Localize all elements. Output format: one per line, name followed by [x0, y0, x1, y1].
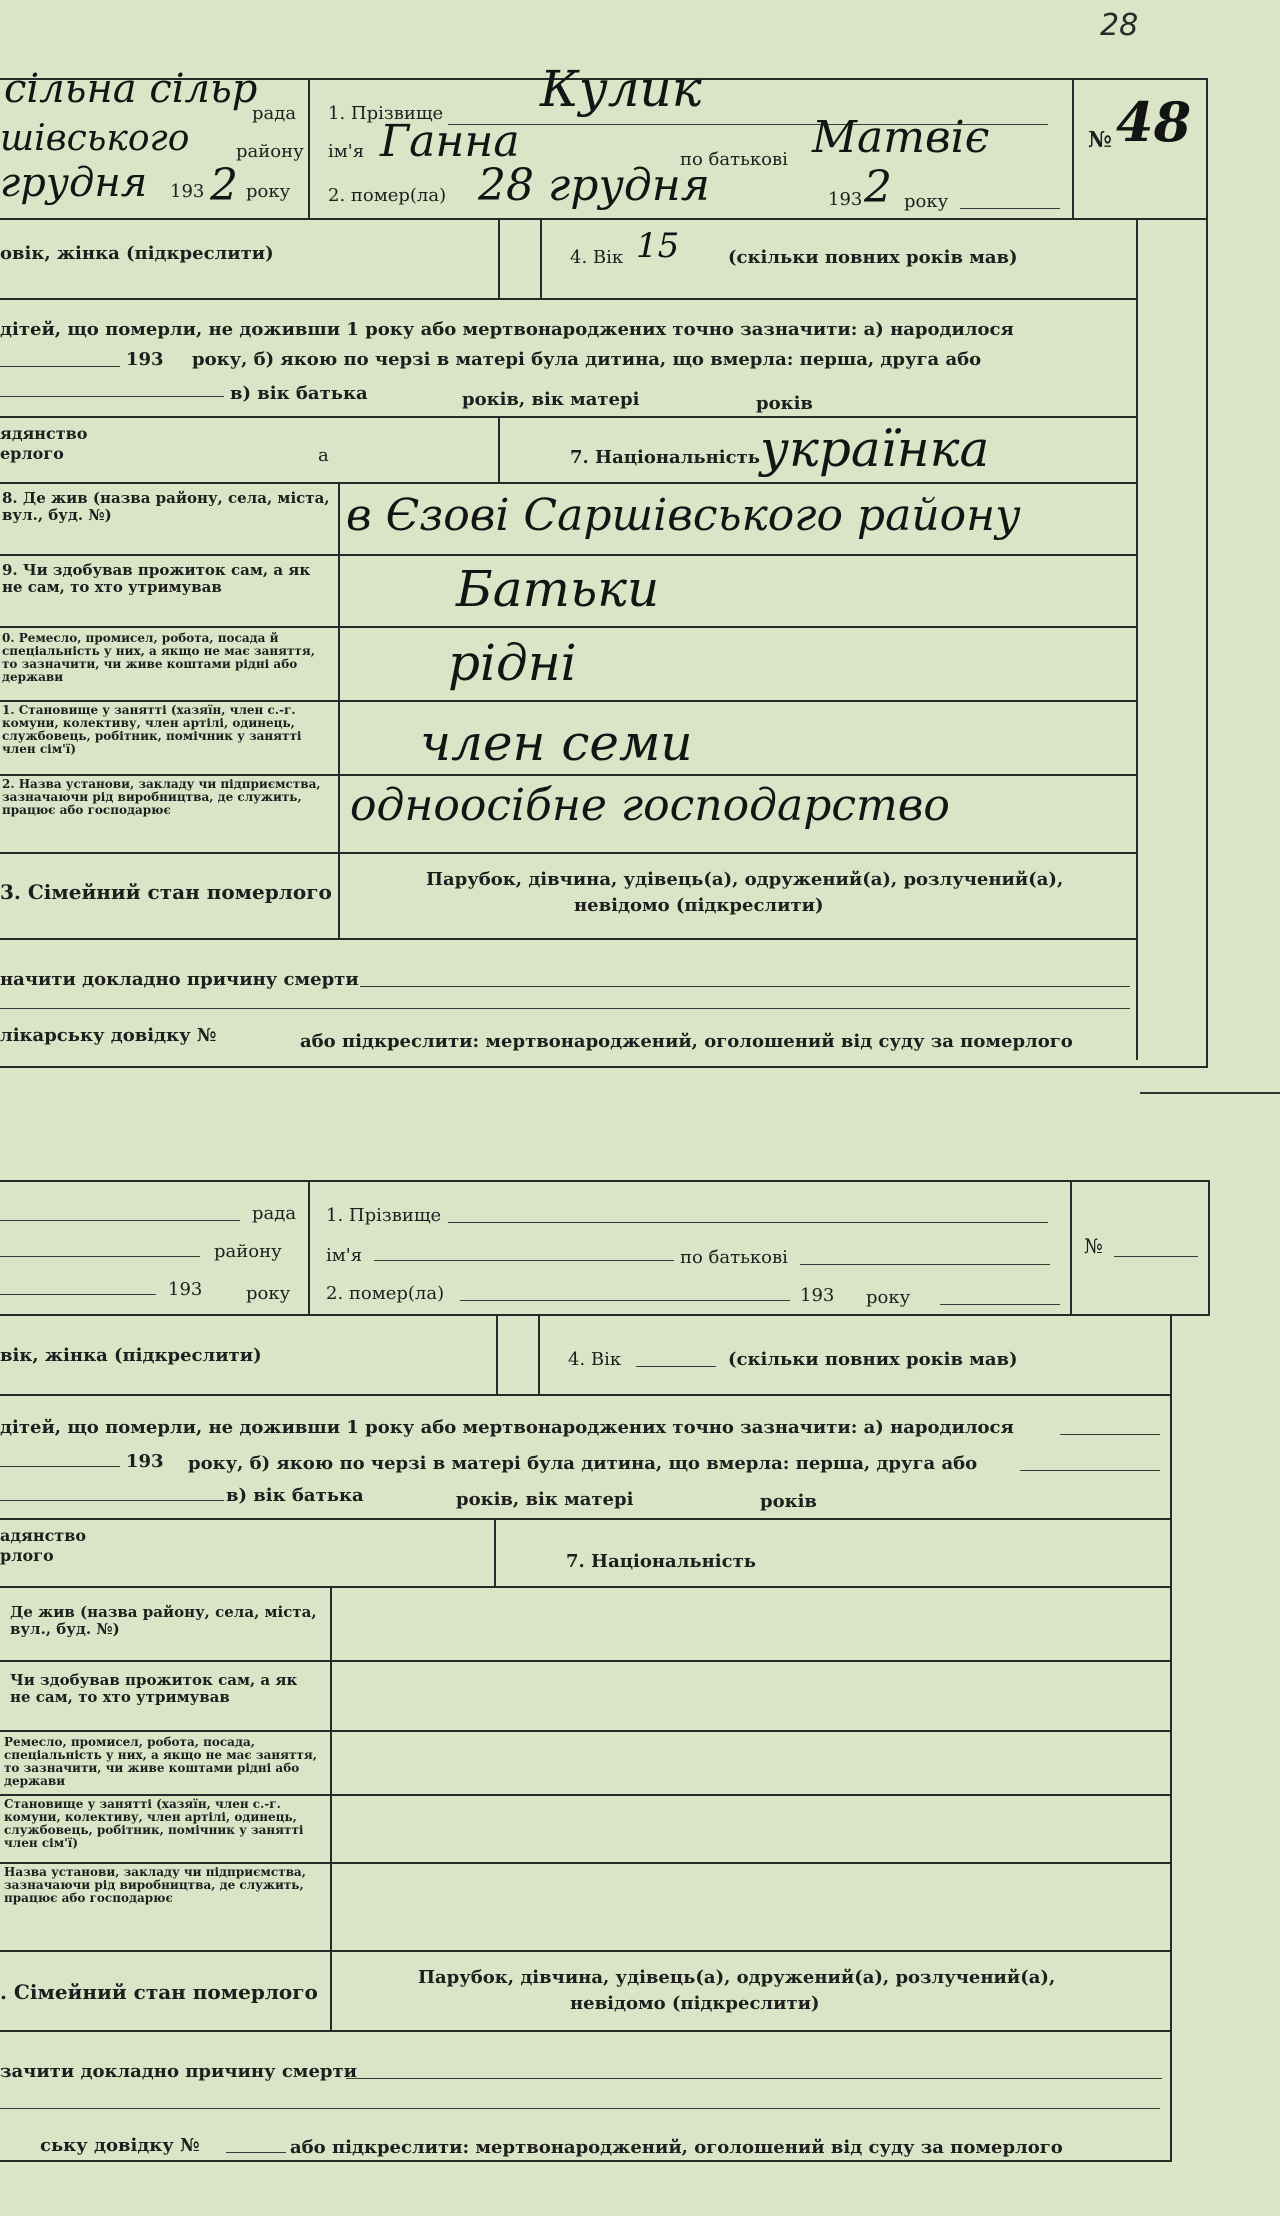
- name-label: ім'я: [328, 141, 365, 162]
- rada-handwritten: сільна сільр: [4, 66, 258, 112]
- form2-children-line-2a: 193: [126, 1451, 164, 1472]
- f8-handwritten: в Єзові Саршівського району: [346, 490, 1021, 541]
- form2-f13-label: . Сімейний стан померлого: [0, 1980, 318, 2004]
- citizenship-mark: а: [318, 445, 329, 466]
- death-record-form-2: [0, 1160, 1280, 2216]
- form2-children-line-3c: років: [760, 1491, 817, 1512]
- form2-raion-label: району: [214, 1241, 282, 1262]
- died-year-handwritten: 2: [864, 162, 892, 213]
- form2-f9-label: Чи здобував прожиток сам, а як не сам, то хто утримував: [10, 1671, 298, 1706]
- cert-rest: або підкреслити: мертвонароджений, оголошений від суду за померлого: [300, 1031, 1073, 1052]
- f11-handwritten: член семи: [420, 714, 693, 772]
- nationality-handwritten: українка: [760, 420, 990, 478]
- form2-year-suffix: року: [246, 1283, 291, 1304]
- form2-f8-label: Де жив (назва району, села, міста, вул., буд. №): [10, 1603, 317, 1638]
- form2-f12-label: Назва установи, закладу чи підприємства, зазначаючи рід виробництва, де служить, працює або господарює: [4, 1865, 306, 1905]
- died-year-prefix: 193: [828, 189, 863, 210]
- form2-name-label: ім'я: [326, 1245, 363, 1266]
- form2-children-line-3b: років, вік матері: [456, 1489, 634, 1510]
- form2-sex-label: вік, жінка (підкреслити): [0, 1345, 262, 1366]
- died-handwritten: 28 грудня: [478, 160, 710, 211]
- nationality-label: 7. Національність: [570, 447, 760, 468]
- form2-f10-label: Ремесло, промисел, робота, посада, спеціальність у них, а якщо не має заняття, то зазначити, чи живе коштами рідні або держави: [4, 1735, 317, 1788]
- form2-f13-options: Парубок, дівчина, удівець(а), одружений(а), розлучений(а),: [418, 1967, 1056, 1988]
- form2-children-line-3a: в) вік батька: [226, 1485, 364, 1506]
- citizenship-label: ядянство ерлого: [0, 424, 88, 463]
- patronymic-label: по батькові: [680, 149, 788, 170]
- form2-f13-options-2: невідомо (підкреслити): [570, 1993, 820, 2014]
- date-handwritten: грудня: [0, 160, 148, 206]
- patronymic-handwritten: Матвіє: [812, 112, 990, 163]
- surname-label: 1. Прізвище: [328, 103, 444, 124]
- cert-label: лікарську довідку №: [0, 1025, 217, 1046]
- form2-patronymic-label: по батькові: [680, 1247, 788, 1268]
- children-line-3b: років, вік матері: [462, 389, 640, 410]
- f9-handwritten: Батьки: [456, 560, 660, 618]
- corner-mark: 28: [1100, 8, 1139, 43]
- children-line-3c: років: [756, 393, 813, 414]
- year-handwritten: 2: [210, 160, 238, 211]
- f8-label: 8. Де жив (назва району, села, міста, вул., буд. №): [2, 489, 330, 524]
- cause-label: начити докладно причину смерти: [0, 969, 359, 990]
- year-suffix: року: [246, 181, 291, 202]
- raion-label: району: [236, 141, 304, 162]
- form2-age-note: (скільки повних років мав): [728, 1349, 1018, 1370]
- record-no-label: №: [1088, 127, 1112, 153]
- f13-label: 3. Сімейний стан померлого: [0, 880, 332, 904]
- age-note: (скільки повних років мав): [728, 247, 1018, 268]
- f10-handwritten: рідні: [448, 634, 577, 692]
- children-line-1: дітей, що померли, не доживши 1 року або мертвонароджених точно зазначити: а) народилося: [0, 319, 1014, 340]
- form2-died-year-prefix: 193: [800, 1285, 835, 1306]
- children-line-2a: 193: [126, 349, 164, 370]
- f13-options-2: невідомо (підкреслити): [574, 895, 824, 916]
- f13-options: Парубок, дівчина, удівець(а), одружений(а), розлучений(а),: [426, 869, 1064, 890]
- children-line-2b: року, б) якою по черзі в матері була дитина, що вмерла: перша, друга або: [192, 349, 982, 370]
- form2-died-year-suffix: року: [866, 1287, 911, 1308]
- rada-label: рада: [252, 103, 297, 124]
- year-prefix: 193: [170, 181, 205, 202]
- form2-record-no-label: №: [1084, 1234, 1103, 1258]
- form2-children-line-2b: року, б) якою по черзі в матері була дитина, що вмерла: перша, друга або: [188, 1453, 978, 1474]
- death-record-form-1: [0, 0, 1280, 1090]
- f12-handwritten: одноосібне господарство: [350, 780, 950, 831]
- f9-label: 9. Чи здобував прожиток сам, а як не сам, то хто утримував: [2, 561, 311, 596]
- children-line-3a: в) вік батька: [230, 383, 368, 404]
- age-handwritten: 15: [636, 226, 680, 266]
- form2-age-label: 4. Вік: [568, 1349, 622, 1370]
- form2-cert-label: ську довідку №: [40, 2135, 200, 2156]
- record-no-handwritten: 48: [1116, 90, 1192, 154]
- form2-year-prefix: 193: [168, 1279, 203, 1300]
- f12-label: 2. Назва установи, закладу чи підприємства, зазначаючи рід виробництва, де служить, працює або господарює: [2, 777, 321, 817]
- died-year-suffix: року: [904, 191, 949, 212]
- form2-children-line-1: дітей, що померли, не доживши 1 року або мертвонароджених точно зазначити: а) народилося: [0, 1417, 1014, 1438]
- form2-citizenship-label: адянство рлого: [0, 1526, 87, 1565]
- surname-handwritten: Кулик: [540, 60, 702, 118]
- name-handwritten: Ганна: [380, 116, 520, 167]
- form2-died-label: 2. помер(ла): [326, 1283, 445, 1304]
- form2-rada-label: рада: [252, 1203, 297, 1224]
- form2-surname-label: 1. Прізвище: [326, 1205, 442, 1226]
- sex-label: овік, жінка (підкреслити): [0, 243, 274, 264]
- age-label: 4. Вік: [570, 247, 624, 268]
- form2-cause-label: зачити докладно причину смерти: [0, 2061, 357, 2082]
- f11-label: 1. Становище у занятті (хазяїн, член с.-г. комуни, колективу, член артілі, одинець, службовець, робітник, помічник у занятті член сім'ї): [2, 703, 302, 756]
- died-label: 2. помер(ла): [328, 185, 447, 206]
- form2-nationality-label: 7. Національність: [566, 1551, 756, 1572]
- form2-cert-rest: або підкреслити: мертвонароджений, оголошений від суду за померлого: [290, 2137, 1063, 2158]
- form2-f11-label: Становище у занятті (хазяїн, член с.-г. комуни, колективу, член артілі, одинець, службовець, робітник, помічник у занятті член сім'ї): [4, 1797, 304, 1850]
- f10-label: 0. Ремесло, промисел, робота, посада й спеціальність у них, а якщо не має заняття, то зазначити, чи живе коштами рідні або держави: [2, 631, 315, 684]
- raion-handwritten: шівського: [0, 118, 190, 159]
